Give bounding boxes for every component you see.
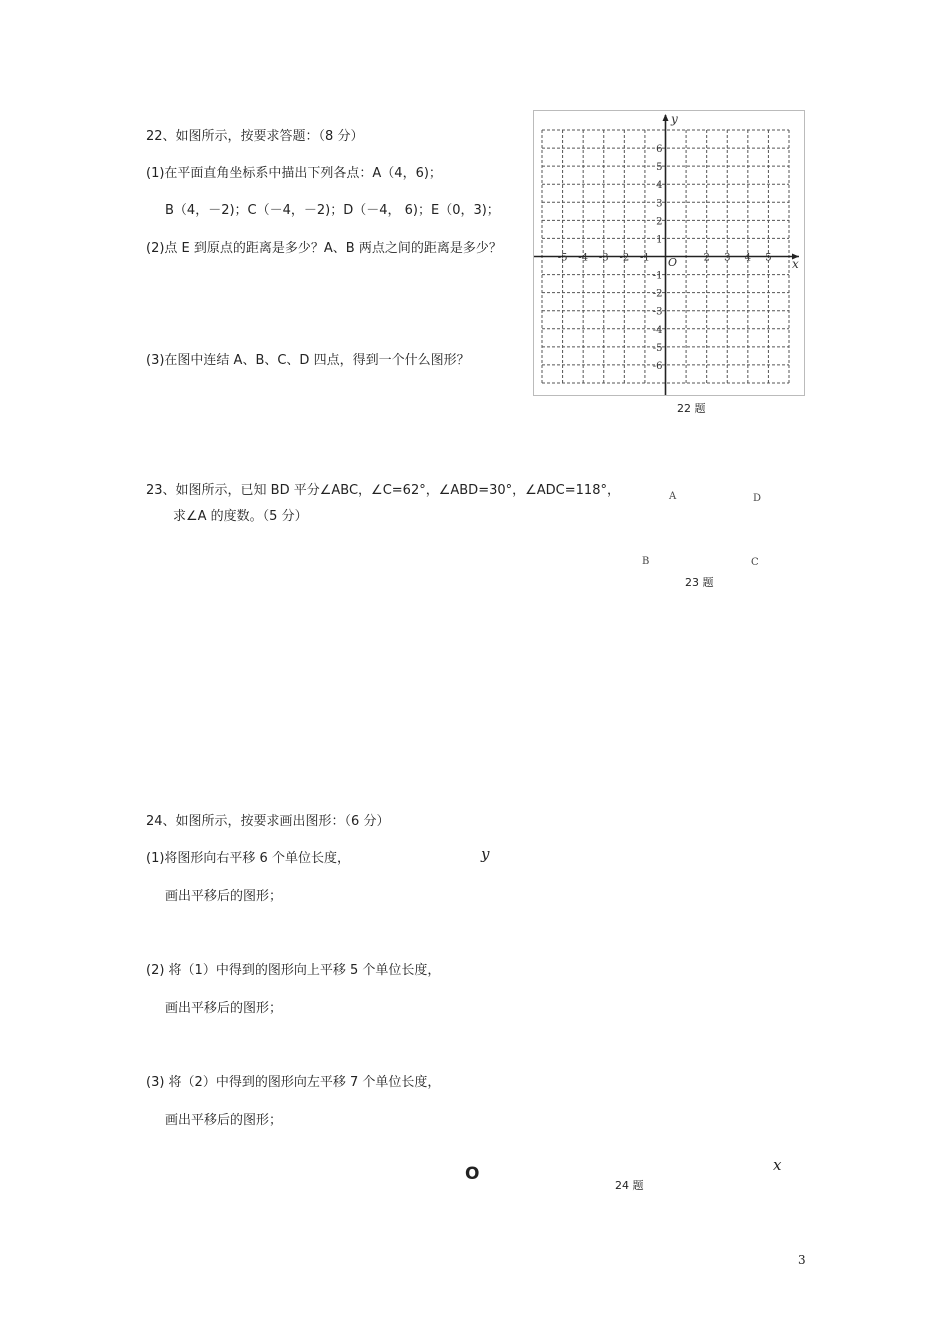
grid-y-tick-label: -5 (652, 342, 663, 354)
q23-line2: 求∠A 的度数。（5 分） (173, 509, 308, 524)
q22-part3: (3)在图中连结 A、B、C、D 四点，得到一个什么图形？ (146, 353, 470, 368)
q24-part3-b: 画出平移后的图形； (165, 1113, 283, 1128)
grid-y-tick-label: 2 (656, 216, 663, 228)
grid-x-tick-label: 3 (724, 252, 731, 264)
coordinate-grid-figure (533, 110, 805, 396)
q24-y-axis-label: y (481, 845, 490, 863)
grid-x-tick-label: -3 (598, 252, 609, 264)
grid-y-tick-label: -2 (652, 288, 663, 300)
grid-origin-label: O (668, 256, 678, 269)
grid-x-tick-label: -4 (578, 252, 589, 264)
coordinate-grid (534, 111, 806, 397)
grid-y-tick-label: 5 (656, 162, 663, 174)
grid-y-tick-label: -1 (652, 270, 663, 282)
q22-part2: (2)点 E 到原点的距离是多少？A、B 两点之间的距离是多少？ (146, 241, 502, 256)
grid-x-tick-label: -2 (619, 252, 630, 264)
q24-title: 24、如图所示，按要求画出图形：（6 分） (146, 814, 390, 829)
y-axis-arrow-icon (663, 114, 669, 121)
q22-part1-line1: (1)在平面直角坐标系中描出下列各点：A（4，6)； (146, 166, 442, 181)
grid-x-tick-label: 4 (744, 252, 752, 264)
q22-title: 22、如图所示，按要求答题：（8 分） (146, 129, 364, 144)
q23-point-c: C (751, 557, 759, 568)
grid-y-tick-label: -6 (652, 360, 663, 372)
q24-origin-label: O (465, 1164, 480, 1184)
q23-caption: 23 题 (685, 576, 714, 589)
q24-part3-a: (3) 将（2）中得到的图形向左平移 7 个单位长度， (146, 1075, 441, 1090)
grid-x-tick-label: -5 (557, 252, 568, 264)
grid-x-tick-label: 2 (703, 252, 710, 264)
q24-part2-b: 画出平移后的图形； (165, 1001, 283, 1016)
grid-y-tick-label: 4 (656, 180, 663, 192)
grid-x-axis-label: x (792, 257, 799, 271)
grid-y-axis-label: y (671, 112, 678, 126)
grid-y-tick-label: 3 (656, 198, 663, 210)
q24-caption: 24 题 (615, 1179, 644, 1192)
q23-point-d: D (753, 493, 762, 504)
page-number: 3 (798, 1253, 806, 1267)
q22-caption: 22 题 (677, 402, 706, 415)
grid-x-tick-label: 5 (765, 252, 772, 264)
q24-x-axis-label: x (773, 1156, 782, 1174)
grid-y-tick-label: 1 (656, 234, 663, 246)
q23-point-a: A (669, 491, 677, 502)
grid-y-tick-label: 6 (656, 144, 663, 156)
grid-y-tick-label: -4 (652, 324, 663, 336)
grid-x-tick-label: -1 (640, 252, 650, 264)
q24-part2-a: (2) 将（1）中得到的图形向上平移 5 个单位长度， (146, 963, 441, 978)
q24-part1-a: (1)将图形向右平移 6 个单位长度， (146, 851, 350, 866)
q23-line1: 23、如图所示，已知 BD 平分∠ABC，∠C=62°，∠ABD=30°，∠ADC=118°， (146, 483, 620, 498)
q23-point-b: B (642, 556, 650, 567)
grid-y-tick-label: -3 (652, 306, 663, 318)
q22-part1-line2: B（4，－2)；C（－4，－2)；D（－4， 6)；E（0，3)； (165, 203, 500, 218)
q24-part1-b: 画出平移后的图形； (165, 889, 283, 904)
